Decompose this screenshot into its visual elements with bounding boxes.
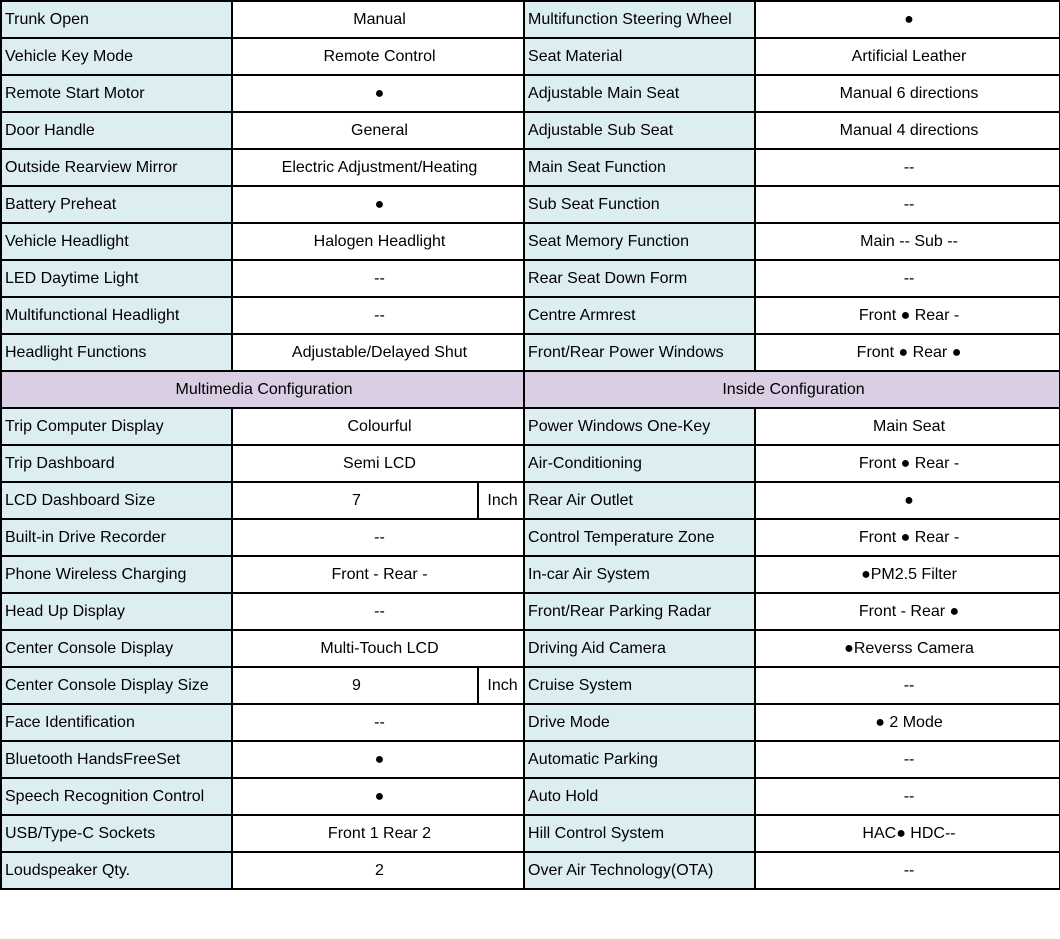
spec-label: Power Windows One-Key [524, 408, 755, 445]
spec-label: Center Console Display Size [1, 667, 232, 704]
spec-label: Loudspeaker Qty. [1, 852, 232, 889]
spec-unit: Inch [478, 482, 524, 519]
table-row [1, 556, 1060, 593]
spec-value: Artificial Leather [755, 38, 1060, 75]
spec-label: LED Daytime Light [1, 260, 232, 297]
spec-label: Cruise System [524, 667, 755, 704]
spec-value: -- [232, 704, 524, 741]
spec-label: Centre Armrest [524, 297, 755, 334]
spec-label: Over Air Technology(OTA) [524, 852, 755, 889]
spec-value: -- [232, 297, 524, 334]
spec-value: Front ● Rear - [755, 297, 1060, 334]
spec-value: 7 [232, 482, 478, 519]
spec-value: -- [755, 186, 1060, 223]
table-row [1, 408, 1060, 445]
spec-label: Phone Wireless Charging [1, 556, 232, 593]
spec-value: -- [232, 593, 524, 630]
spec-value: Electric Adjustment/Heating [232, 149, 524, 186]
spec-value: -- [755, 852, 1060, 889]
spec-value: ● [232, 75, 524, 112]
spec-table-bottom [1, 408, 1060, 889]
spec-label: Built-in Drive Recorder [1, 519, 232, 556]
table-row [1, 223, 1060, 260]
spec-label: Center Console Display [1, 630, 232, 667]
spec-label: Rear Seat Down Form [524, 260, 755, 297]
spec-value: -- [755, 778, 1060, 815]
spec-value: Front 1 Rear 2 [232, 815, 524, 852]
table-row [1, 630, 1060, 667]
spec-label: Trunk Open [1, 1, 232, 38]
spec-value: Multi-Touch LCD [232, 630, 524, 667]
spec-label: Multifunction Steering Wheel [524, 1, 755, 38]
spec-label: Auto Hold [524, 778, 755, 815]
spec-value: Main Seat [755, 408, 1060, 445]
spec-label: USB/Type-C Sockets [1, 815, 232, 852]
table-row [1, 75, 1060, 112]
spec-label: Trip Computer Display [1, 408, 232, 445]
spec-value: -- [232, 260, 524, 297]
spec-value: Remote Control [232, 38, 524, 75]
spec-label: Face Identification [1, 704, 232, 741]
spec-value: ● [755, 1, 1060, 38]
spec-label: Front/Rear Parking Radar [524, 593, 755, 630]
section-multimedia: Multimedia Configuration [1, 371, 524, 408]
table-row [1, 1, 1060, 38]
spec-value: HAC● HDC-- [755, 815, 1060, 852]
spec-value: 9 [232, 667, 478, 704]
table-row [1, 38, 1060, 75]
spec-value: Front ● Rear - [755, 519, 1060, 556]
spec-label: Front/Rear Power Windows [524, 334, 755, 371]
spec-value: ● [755, 482, 1060, 519]
spec-label: Door Handle [1, 112, 232, 149]
table-row [1, 593, 1060, 630]
table-row [1, 519, 1060, 556]
spec-label: Speech Recognition Control [1, 778, 232, 815]
spec-label: Automatic Parking [524, 741, 755, 778]
spec-label: Vehicle Headlight [1, 223, 232, 260]
spec-value: -- [755, 741, 1060, 778]
spec-label: Main Seat Function [524, 149, 755, 186]
spec-value: 2 [232, 852, 524, 889]
table-row [1, 186, 1060, 223]
spec-label: Driving Aid Camera [524, 630, 755, 667]
spec-label: Bluetooth HandsFreeSet [1, 741, 232, 778]
spec-value: ● 2 Mode [755, 704, 1060, 741]
spec-label: Head Up Display [1, 593, 232, 630]
spec-value: ● [232, 778, 524, 815]
spec-value: ● [232, 186, 524, 223]
spec-value: Manual 4 directions [755, 112, 1060, 149]
table-row [1, 297, 1060, 334]
spec-value: Halogen Headlight [232, 223, 524, 260]
spec-label: Remote Start Motor [1, 75, 232, 112]
table-row [1, 260, 1060, 297]
spec-label: Control Temperature Zone [524, 519, 755, 556]
table-row [1, 667, 1060, 704]
spec-value: Main -- Sub -- [755, 223, 1060, 260]
spec-value: -- [755, 260, 1060, 297]
spec-label: Trip Dashboard [1, 445, 232, 482]
spec-unit: Inch [478, 667, 524, 704]
spec-value: ● [232, 741, 524, 778]
spec-label: Air-Conditioning [524, 445, 755, 482]
spec-value: ●PM2.5 Filter [755, 556, 1060, 593]
table-row [1, 815, 1060, 852]
spec-value: Adjustable/Delayed Shut [232, 334, 524, 371]
table-row [1, 112, 1060, 149]
spec-label: Seat Material [524, 38, 755, 75]
spec-label: Sub Seat Function [524, 186, 755, 223]
spec-value: Colourful [232, 408, 524, 445]
spec-label: In-car Air System [524, 556, 755, 593]
spec-value: Manual 6 directions [755, 75, 1060, 112]
table-row [1, 445, 1060, 482]
spec-label: Multifunctional Headlight [1, 297, 232, 334]
spec-value: -- [755, 667, 1060, 704]
table-row [1, 482, 1060, 519]
spec-label: Vehicle Key Mode [1, 38, 232, 75]
section-inside: Inside Configuration [524, 371, 1060, 408]
spec-label: Adjustable Main Seat [524, 75, 755, 112]
spec-label: Drive Mode [524, 704, 755, 741]
spec-value: Front ● Rear - [755, 445, 1060, 482]
spec-label: Outside Rearview Mirror [1, 149, 232, 186]
table-row [1, 334, 1060, 371]
spec-value: Front ● Rear ● [755, 334, 1060, 371]
spec-value: ●Reverss Camera [755, 630, 1060, 667]
spec-value: -- [232, 519, 524, 556]
spec-label: Adjustable Sub Seat [524, 112, 755, 149]
table-row [1, 778, 1060, 815]
spec-value: Front - Rear ● [755, 593, 1060, 630]
spec-value: -- [755, 149, 1060, 186]
table-row [1, 852, 1060, 889]
spec-label: Rear Air Outlet [524, 482, 755, 519]
spec-label: Battery Preheat [1, 186, 232, 223]
spec-table-top [1, 1, 1060, 371]
table-row [1, 149, 1060, 186]
spec-label: LCD Dashboard Size [1, 482, 232, 519]
table-row [1, 741, 1060, 778]
spec-value: Front - Rear - [232, 556, 524, 593]
section-header-row [1, 371, 1060, 408]
table-row [1, 704, 1060, 741]
spec-value: General [232, 112, 524, 149]
spec-label: Seat Memory Function [524, 223, 755, 260]
spec-label: Hill Control System [524, 815, 755, 852]
spec-value: Semi LCD [232, 445, 524, 482]
spec-value: Manual [232, 1, 524, 38]
spec-label: Headlight Functions [1, 334, 232, 371]
